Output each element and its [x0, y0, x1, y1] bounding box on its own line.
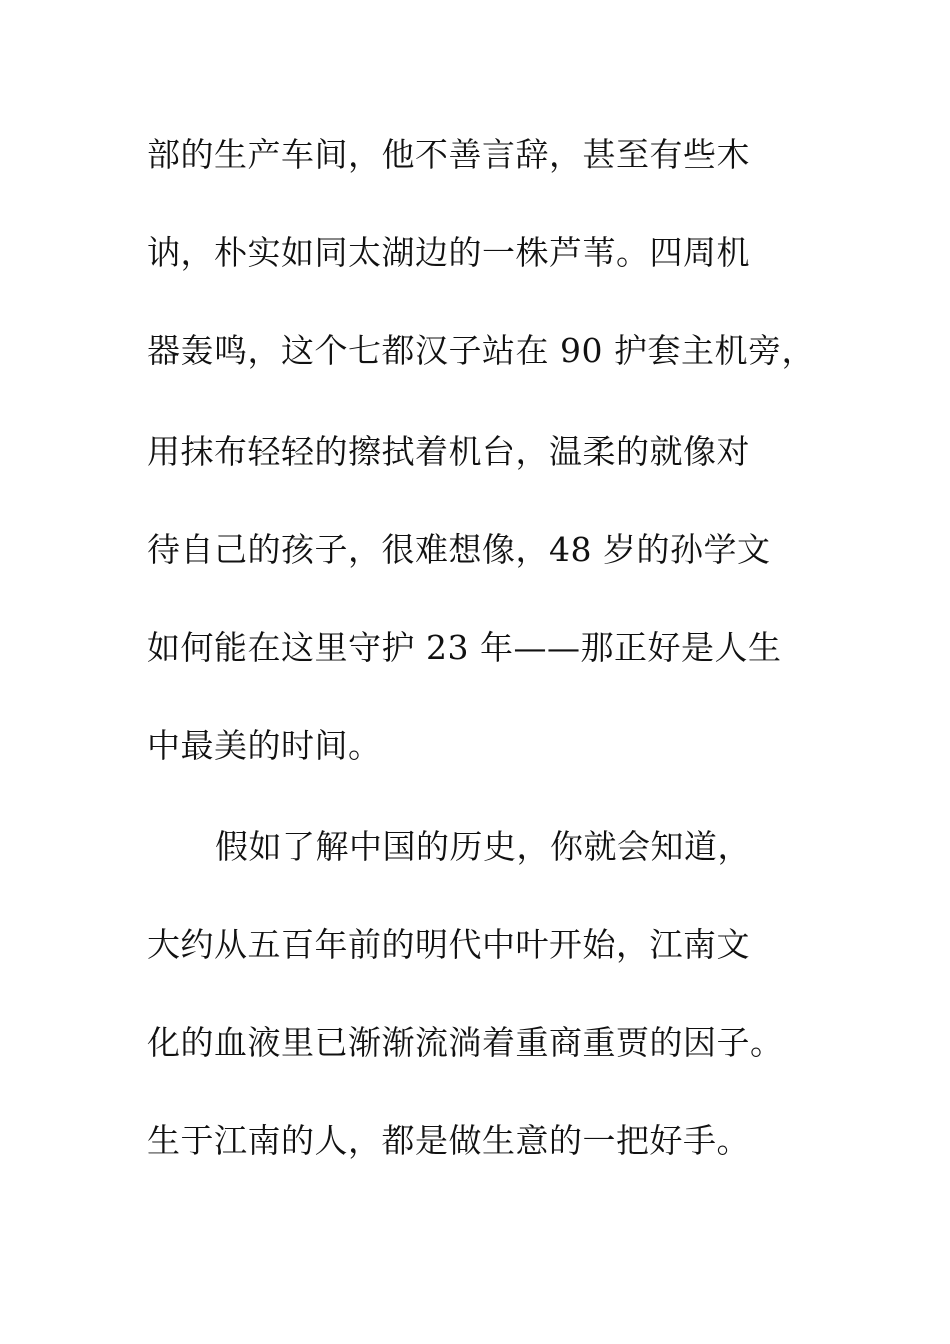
text-line-4: 用抹布轻轻的擦拭着机台，温柔的就像对: [147, 432, 750, 471]
text-line-7: 中最美的时间。: [147, 726, 382, 765]
text-line-3: 器轰鸣，这个七都汉子站在 90 护套主机旁，: [147, 331, 815, 370]
text-line-10: 化的血液里已渐渐流淌着重商重贾的因子。: [147, 1023, 784, 1062]
paragraph-start-line: 假如了解中国的历史，你就会知道，: [215, 827, 751, 866]
text-line-2: 讷，朴实如同太湖边的一株芦苇。四周机: [147, 233, 750, 272]
text-line-9: 大约从五百年前的明代中叶开始，江南文: [147, 925, 750, 964]
text-line-11: 生于江南的人，都是做生意的一把好手。: [147, 1121, 750, 1160]
text-line-5: 待自己的孩子，很难想像，48 岁的孙学文: [147, 530, 771, 569]
text-line-6: 如何能在这里守护 23 年——那正好是人生: [147, 628, 782, 667]
text-line-1: 部的生产车间，他不善言辞，甚至有些木: [147, 135, 750, 174]
